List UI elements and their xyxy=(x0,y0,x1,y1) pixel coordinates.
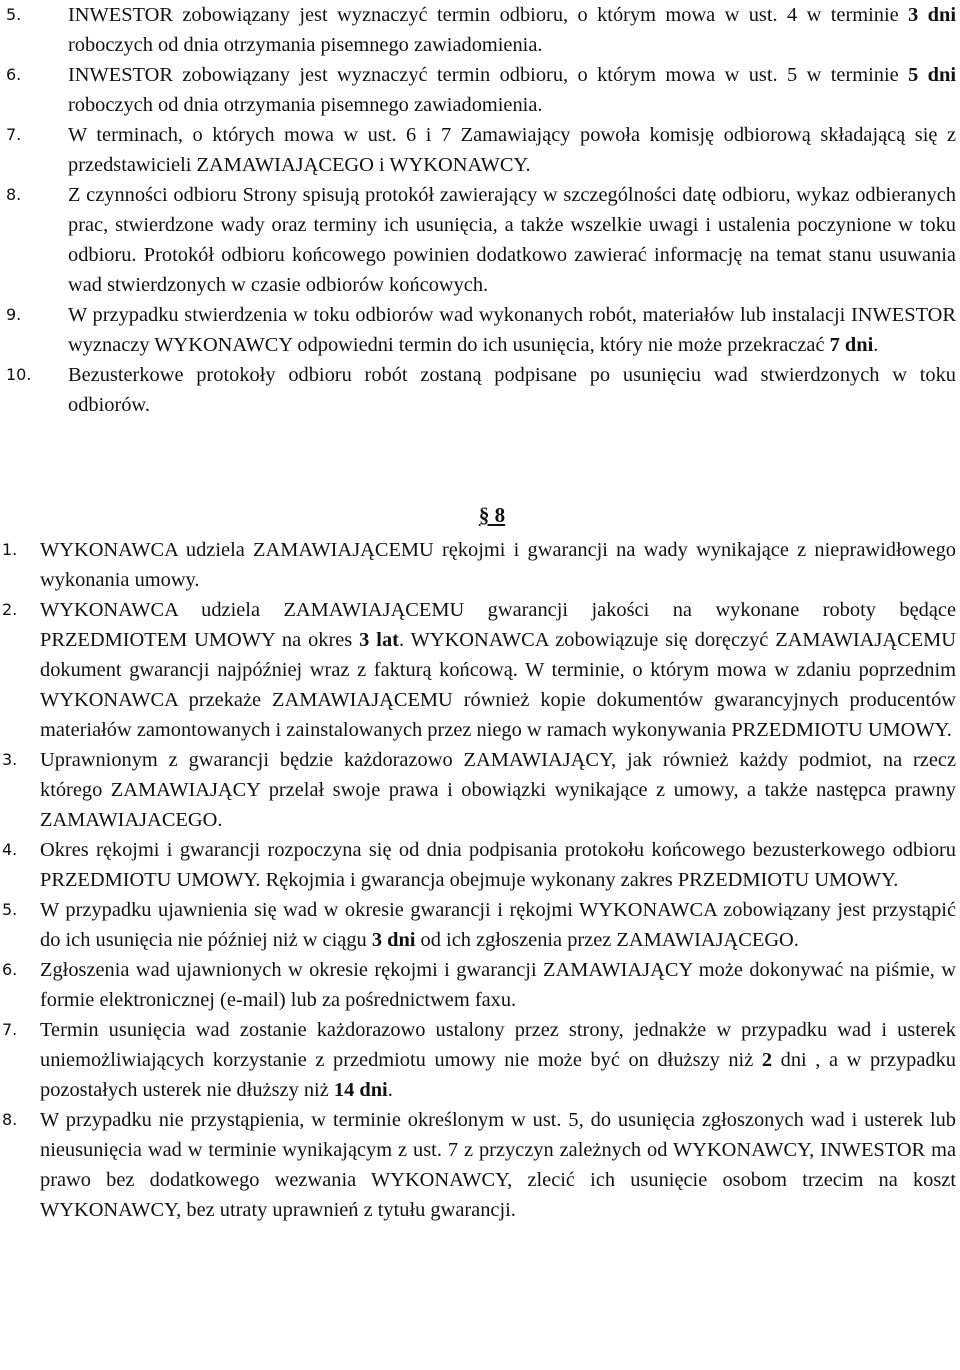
list-item-text: . xyxy=(873,334,879,356)
list-item-emphasis: 7 dni xyxy=(829,334,874,356)
list-item xyxy=(0,1015,960,1105)
list-item xyxy=(0,180,960,300)
list-item-text: W przypadku ujawnienia się wad w okresie gwarancji i rękojmi WYKONAWCA zobowiązany jest przystąpić do ich usunięcia nie później niż w ciągu xyxy=(40,899,956,951)
list-item xyxy=(0,360,960,420)
list-item-text: WYKONAWCA udziela ZAMAWIAJĄCEMU rękojmi i gwarancji na wady wynikające z nieprawidłowego wykonania umowy. xyxy=(40,539,956,591)
list-item-text: W przypadku stwierdzenia w toku odbiorów wad wykonanych robót, materiałów lub instalacji INWESTOR wyznaczy WYKONAWCY odpowiedni termin do ich usunięcia, który nie może przekraczać xyxy=(68,304,956,356)
list-item-text: INWESTOR zobowiązany jest wyznaczyć termin odbioru, o którym mowa w ust. 5 w terminie xyxy=(68,64,909,86)
list-item-number: 5. xyxy=(2,900,18,919)
list-item xyxy=(0,955,960,1015)
list-item-text: INWESTOR zobowiązany jest wyznaczyć termin odbioru, o którym mowa w ust. 4 w terminie xyxy=(68,4,909,26)
list-item xyxy=(0,0,960,60)
list-item-number: 5. xyxy=(6,5,22,24)
list-item-number: 2. xyxy=(2,600,18,619)
list-item-text: . xyxy=(387,1079,393,1101)
list-item-text: Z czynności odbioru Strony spisują protokół zawierający w szczególności datę odbioru, wykaz odbieranych prac, stwierdzone wady oraz terminy ich usunięcia, a także wszelkie uwagi i ustalenia poczynione w toku odbioru. Protokół odbioru końcowego powinien dodatkowo zawierać informację na temat stanu usuwania wad stwierdzonych w czasie odbiorów końcowych. xyxy=(68,184,956,296)
list-item-number: 6. xyxy=(2,960,18,979)
list-item-text: roboczych od dnia otrzymania pisemnego zawiadomienia. xyxy=(68,34,543,56)
paragraph-list-previous-section xyxy=(0,0,960,420)
list-item-text: roboczych od dnia otrzymania pisemnego zawiadomienia. xyxy=(68,94,543,116)
list-item-number: 9. xyxy=(6,305,22,324)
list-item-number: 8. xyxy=(6,185,22,204)
list-item-emphasis: 14 dni xyxy=(333,1079,388,1101)
list-item-text: W terminach, o których mowa w ust. 6 i 7 Zamawiający powoła komisję odbiorową składającą się z przedstawicieli ZAMAWIAJĄCEGO i WYKONAWCY. xyxy=(68,124,956,176)
list-item-number: 1. xyxy=(2,540,18,559)
list-item xyxy=(0,895,960,955)
list-item xyxy=(0,60,960,120)
section-heading: § 8 xyxy=(478,503,506,527)
list-item-number: 7. xyxy=(2,1020,18,1039)
list-item-text: od ich zgłoszenia przez ZAMAWIAJĄCEGO. xyxy=(415,929,799,951)
list-item-text: Bezusterkowe protokoły odbioru robót zostaną podpisane po usunięciu wad stwierdzonych w toku odbiorów. xyxy=(68,364,956,416)
list-item-text: Uprawnionym z gwarancji będzie każdorazowo ZAMAWIAJĄCY, jak również każdy podmiot, na rzecz którego ZAMAWIAJĄCY przelał swoje prawa i obowiązki wynikające z umowy, a także następca prawny ZAMAWIAJACEGO. xyxy=(40,749,956,831)
list-item-number: 8. xyxy=(2,1110,18,1129)
list-item-emphasis: 3 dni xyxy=(908,4,957,26)
list-item xyxy=(0,595,960,745)
list-item-number: 10. xyxy=(6,365,32,384)
list-item xyxy=(0,745,960,835)
list-item xyxy=(0,1105,960,1225)
list-item-number: 4. xyxy=(2,840,18,859)
list-item-emphasis: 3 lat xyxy=(359,629,399,651)
list-item-emphasis: 3 dni xyxy=(371,929,416,951)
list-item-emphasis: 2 xyxy=(761,1049,773,1071)
list-item xyxy=(0,535,960,595)
list-item-number: 7. xyxy=(6,125,22,144)
list-item-text: dni , a w przypadku pozostałych usterek nie dłuższy niż xyxy=(40,1049,957,1101)
list-item-text: WYKONAWCA udziela ZAMAWIAJĄCEMU gwarancji jakości na wykonane roboty będące PRZEDMIOTEM UMOWY na okres xyxy=(40,599,956,651)
list-item-text: . WYKONAWCA zobowiązuje się doręczyć ZAMAWIAJĄCEMU dokument gwarancji najpóźniej wraz z fakturą końcową. W terminie, o którym mowa w zdaniu poprzednim WYKONAWCA przekaże ZAMAWIAJĄCEMU również kopie dokumentów gwarancyjnych producentów materiałów zamontowanych i zainstalowanych przez niego w ramach wykonywania PRZEDMIOTU UMOWY. xyxy=(40,629,956,741)
list-item-emphasis: 5 dni xyxy=(908,64,957,86)
list-item xyxy=(0,120,960,180)
list-item-text: Okres rękojmi i gwarancji rozpoczyna się od dnia podpisania protokołu końcowego bezusterkowego odbioru PRZEDMIOTU UMOWY. Rękojmia i gwarancja obejmuje wykonany zakres PRZEDMIOTU UMOWY. xyxy=(40,839,956,891)
list-item xyxy=(0,300,960,360)
list-item-text: W przypadku nie przystąpienia, w terminie określonym w ust. 5, do usunięcia zgłoszonych wad i usterek lub nieusunięcia wad w terminie wynikającym z ust. 7 z przyczyn zależnych od WYKONAWCY, INWESTOR ma prawo bez dodatkowego wezwania WYKONAWCY, zlecić ich usunięcie osobom trzecim na koszt WYKONAWCY, bez utraty uprawnień z tytułu gwarancji. xyxy=(40,1109,956,1221)
list-item-text: Termin usunięcia wad zostanie każdorazowo ustalony przez strony, jednakże w przypadku wad i usterek uniemożliwiających korzystanie z przedmiotu umowy nie może być on dłuższy niż xyxy=(40,1019,956,1071)
list-item-number: 6. xyxy=(6,65,22,84)
paragraph-list-section-8 xyxy=(0,535,960,1225)
list-item-number: 3. xyxy=(2,750,18,769)
list-item xyxy=(0,835,960,895)
list-item-text: Zgłoszenia wad ujawnionych w okresie rękojmi i gwarancji ZAMAWIAJĄCY może dokonywać na piśmie, w formie elektronicznej (e-mail) lub za pośrednictwem faxu. xyxy=(40,959,956,1011)
